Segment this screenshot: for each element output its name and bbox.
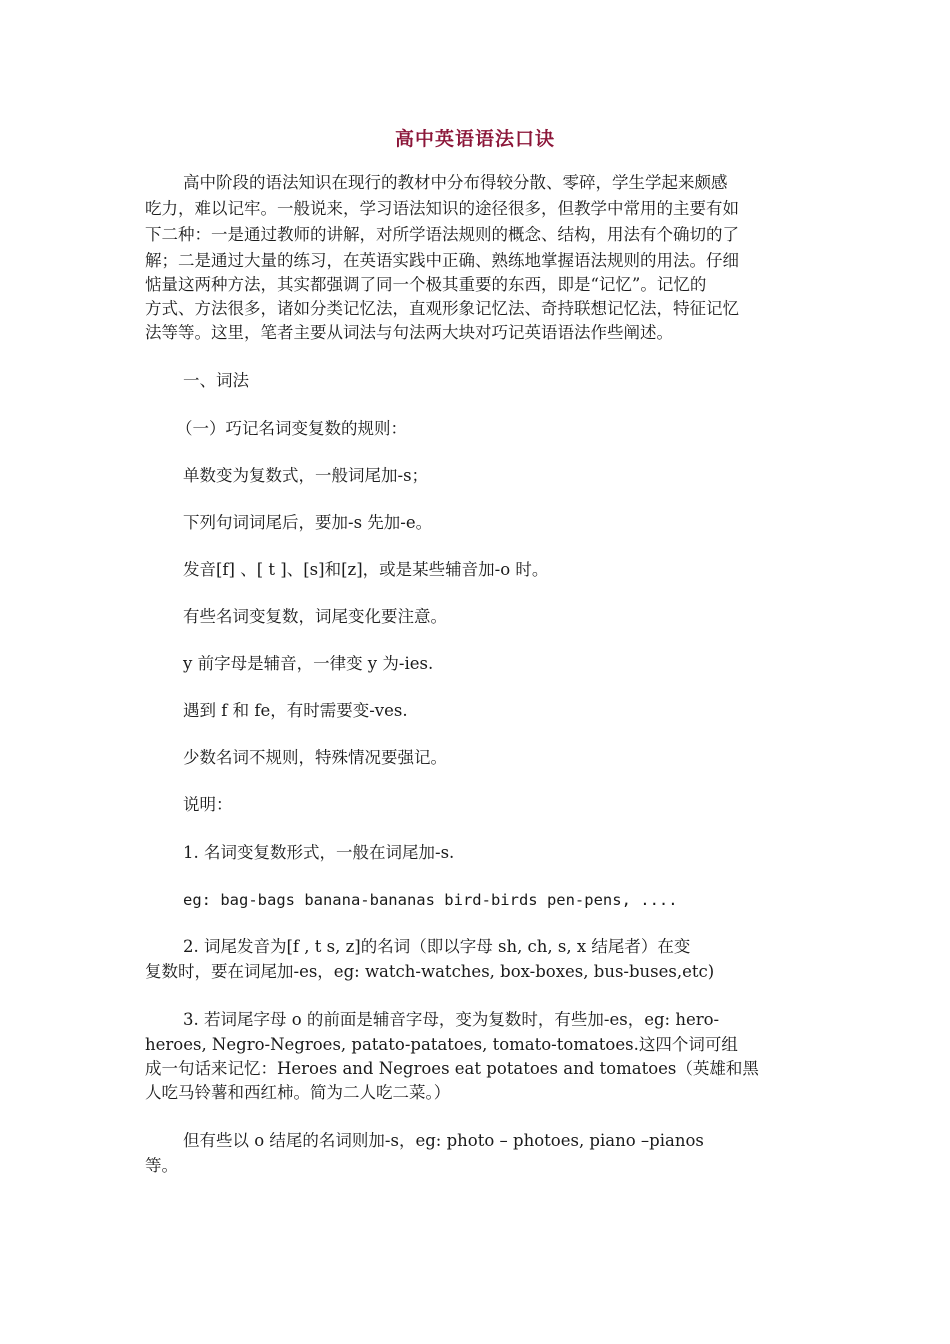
note-line: 但有些以 o 结尾的名词则加-s，eg: photo – photoes, piano –pianos (183, 1131, 704, 1150)
intro-line: 惦量这两种方法，其实都强调了同一个极其重要的东西，即是“记忆”。记忆的 (145, 275, 707, 294)
rule-line: y 前字母是辅音，一律变 y 为-ies. (183, 654, 434, 673)
rule-line: 少数名词不规则，特殊情况要强记。 (183, 748, 447, 767)
section-heading: 一、词法 (183, 371, 249, 390)
rule-line: 有些名词变复数，词尾变化要注意。 (183, 607, 447, 626)
intro-line: 解；二是通过大量的练习，在英语实践中正确、熟练地掌握语法规则的用法。仔细 (145, 251, 739, 270)
rule-line: 单数变为复数式，一般词尾加-s； (183, 466, 429, 485)
note-line: 复数时，要在词尾加-es，eg: watch-watches, box-boxes, bus-buses,etc) (145, 962, 715, 981)
rule-line: 发音[f] 、[ t ]、[s]和[z]，或是某些辅音加-o 时。 (183, 560, 549, 579)
note-line: 人吃马铃薯和西红柿。简为二人吃二菜。） (145, 1083, 451, 1102)
note-line: 3. 若词尾字母 o 的前面是辅音字母，变为复数时，有些加-es，eg: hero- (183, 1010, 720, 1029)
rule-line: 遇到 f 和 fe，有时需要变-ves. (183, 701, 408, 720)
subsection-heading: （一）巧记名词变复数的规则： (176, 419, 407, 438)
note-line: 1. 名词变复数形式，一般在词尾加-s. (183, 843, 455, 862)
note-line: 成一句话来记忆：Heroes and Negroes eat potatoes and tomatoes（英雄和黑 (145, 1059, 759, 1078)
example-line: eg: bag-bags banana-bananas bird-birds pen-pens, .... (183, 891, 678, 909)
rule-line: 下列句词词尾后，要加-s 先加-e。 (183, 513, 433, 532)
document-title: 高中英语语法口诀 (394, 128, 555, 150)
explain-label: 说明： (183, 795, 233, 814)
note-line: 等。 (145, 1156, 178, 1175)
intro-line: 法等等。这里，笔者主要从词法与句法两大块对巧记英语语法作些阐述。 (145, 323, 673, 342)
intro-line: 方式、方法很多，诸如分类记忆法，直观形象记忆法、奇持联想记忆法，特征记忆 (145, 299, 739, 318)
intro-line: 下二种：一是通过教师的讲解，对所学语法规则的概念、结构，用法有个确切的了 (145, 225, 739, 244)
intro-line: 吃力，难以记牢。一般说来，学习语法知识的途径很多，但教学中常用的主要有如 (145, 199, 739, 218)
note-line: heroes, Negro-Negroes, patato-patatoes, tomato-tomatoes.这四个词可组 (145, 1035, 738, 1054)
note-line: 2. 词尾发音为[f , t s, z]的名词（即以字母 sh, ch, s, x 结尾者）在变 (183, 937, 691, 956)
intro-line: 高中阶段的语法知识在现行的教材中分布得较分散、零碎，学生学起来颇感 (183, 173, 728, 192)
